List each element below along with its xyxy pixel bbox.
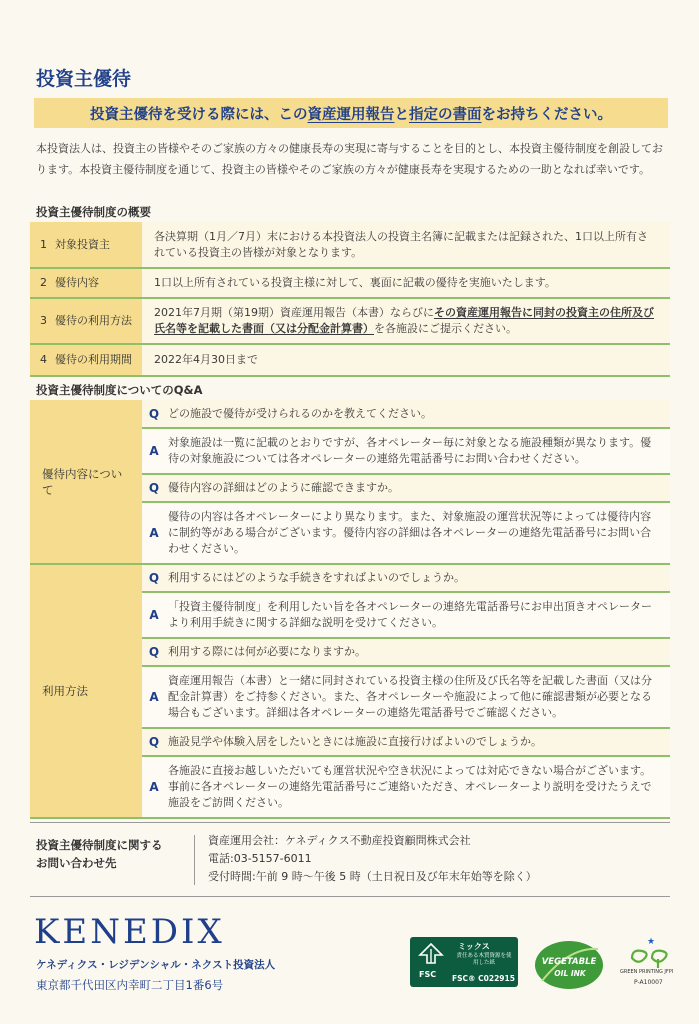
logo-subtitle: ケネディクス・レジデンシャル・ネクスト投資法人 [36, 959, 276, 971]
qa-question: 利用するにはどのような手続きをすればよいのでしょうか。 [166, 564, 670, 592]
overview-key: 優待の利用期間 [55, 353, 132, 366]
overview-row [30, 268, 670, 298]
star-icon: ★ [647, 937, 656, 947]
overview-key: 優待の利用方法 [55, 314, 132, 327]
qa-category: 優待内容について [30, 400, 142, 564]
qa-answer: 各施設に直接お越しいただいても運営状況や空き状況によっては対応できない場合がございます。事前に各オペレーターの連絡先電話番号にご連絡いただき、オペレーターより説明を受けたうえで施設をご訪問ください。 [166, 756, 670, 818]
banner-text-post: をお持ちください。 [481, 106, 612, 123]
overview-num: 2 [40, 276, 47, 289]
contact-separator [194, 835, 195, 885]
qa-question: 優待内容の詳細はどのように確認できますか。 [166, 474, 670, 502]
fsc-label: FSC [419, 970, 437, 979]
contact-info [208, 832, 537, 886]
overview-value: 2022年4月30日まで [142, 344, 670, 376]
q-mark: Q [142, 400, 166, 428]
contact-label [36, 836, 196, 872]
fsc-tree-icon [418, 943, 444, 965]
contact-label-line2: お問い合わせ先 [36, 856, 117, 870]
banner-text-report: 資産運用報告 [307, 106, 395, 123]
qa-title: 投資主優待制度についてのQ&A [36, 383, 203, 397]
fsc-badge [410, 937, 518, 987]
kenedix-logo: KENEDIX [34, 912, 225, 952]
a-mark: A [142, 502, 166, 564]
a-mark: A [142, 592, 166, 638]
green-printing-icon [628, 947, 672, 969]
gp-line2: P-A10007 [634, 979, 663, 986]
overview-key: 対象投資主 [55, 237, 110, 251]
qa-question: 利用する際には何が必要になりますか。 [166, 638, 670, 666]
veg-line1: VEGETABLE [541, 957, 597, 967]
fsc-sub: 責任ある木質資源を使用した紙 [456, 953, 512, 966]
overview-num: 3 [40, 314, 47, 327]
contact-company: 資産運用会社：ケネディクス不動産投資顧問株式会社 [208, 834, 471, 847]
contact-divider-top [30, 822, 670, 823]
overview-table [30, 222, 670, 377]
overview-value-emphasis: その資産運用報告に同封の投資主の住所及び氏名等を記載した書面（又は分配金計算書） [154, 306, 654, 335]
qa-answer: 対象施設は一覧に記載のとおりですが、各オペレーター毎に対象となる施設種類が異なります。優待の対象施設については各オペレーターの連絡先電話番号にお問い合わせください。 [166, 428, 670, 474]
overview-value: 各決算期（1月／7月）末における本投資法人の投資主名簿に記載または記録された、1口以上所有されている投資主の皆様が対象となります。 [142, 222, 670, 268]
banner-text-document: 指定の書面 [409, 106, 482, 123]
fsc-code: FSC® C022915 [452, 974, 515, 983]
qa-question: どの施設で優待が受けられるのかを教えてください。 [166, 400, 670, 428]
overview-value: 1口以上所有されている投資主様に対して、裏面に記載の優待を実施いたします。 [142, 268, 670, 298]
banner-text-mid: と [394, 106, 409, 123]
qa-question-row [30, 400, 670, 428]
contact-divider-bottom [30, 896, 670, 897]
qa-answer: 優待の内容は各オペレーターにより異なります。また、対象施設の運営状況等によっては優待内容に制約等がある場合がございます。優待内容の詳細は各オペレーターの連絡先電話番号にお問い合わせください。 [166, 502, 670, 564]
overview-num: 4 [40, 353, 47, 366]
overview-num: 1 [40, 237, 47, 251]
fsc-mix: ミックス [458, 942, 490, 951]
overview-value-post: を各施設にご提示ください。 [374, 322, 517, 335]
notice-banner [34, 98, 668, 128]
vegetable-oil-ink-badge [532, 937, 606, 991]
overview-row [30, 298, 670, 344]
a-mark: A [142, 756, 166, 818]
contact-label-line1: 投資主優待制度に関する [36, 838, 163, 852]
overview-row [30, 344, 670, 376]
banner-text-pre: 投資主優待を受ける際には、この [90, 106, 308, 123]
intro-paragraph: 本投資法人は、投資主の皆様やそのご家族の方々の健康長寿の実現に寄与することを目的とし、本投資主優待制度を創設しております。本投資主優待制度を通じて、投資主の皆様やそのご家族の方々が健康長寿を実現するための一助となれば幸いです。 [36, 142, 663, 176]
qa-question: 施設見学や体験入居をしたいときには施設に直接行けばよいのでしょうか。 [166, 728, 670, 756]
page-title: 投資主優待 [36, 68, 132, 90]
contact-phone: 電話:03-5157-6011 [208, 852, 312, 865]
qa-question-row [30, 564, 670, 592]
q-mark: Q [142, 564, 166, 592]
overview-row [30, 222, 670, 268]
q-mark: Q [142, 728, 166, 756]
overview-key: 優待内容 [55, 276, 99, 289]
qa-category: 利用方法 [30, 564, 142, 818]
gp-line1: GREEN PRINTING JFPI [620, 969, 674, 975]
qa-answer: 「投資主優待制度」を利用したい旨を各オペレーターの連絡先電話番号にお申出頂きオペレーターより利用手続きに関する詳細な説明を受けてください。 [166, 592, 670, 638]
qa-answer: 資産運用報告（本書）と一緒に同封されている投資主様の住所及び氏名等を記載した書面（又は分配金計算書）をご持参ください。また、各オペレーターや施設によって他に確認書類が必要となる場合もございます。詳細は各オペレーターの連絡先電話番号でご確認ください。 [166, 666, 670, 728]
q-mark: Q [142, 638, 166, 666]
contact-hours: 受付時間:午前 9 時〜午後 5 時（土日祝日及び年末年始等を除く） [208, 870, 537, 883]
qa-table [30, 400, 670, 819]
overview-title: 投資主優待制度の概要 [36, 205, 151, 219]
a-mark: A [142, 666, 166, 728]
green-printing-badge [620, 937, 680, 993]
q-mark: Q [142, 474, 166, 502]
veg-line2: OIL INK [554, 969, 586, 978]
a-mark: A [142, 428, 166, 474]
footer-address: 東京都千代田区内幸町二丁目1番6号 [36, 978, 224, 992]
overview-value-pre: 2021年7月期（第19期）資産運用報告（本書）ならびに [154, 306, 434, 319]
